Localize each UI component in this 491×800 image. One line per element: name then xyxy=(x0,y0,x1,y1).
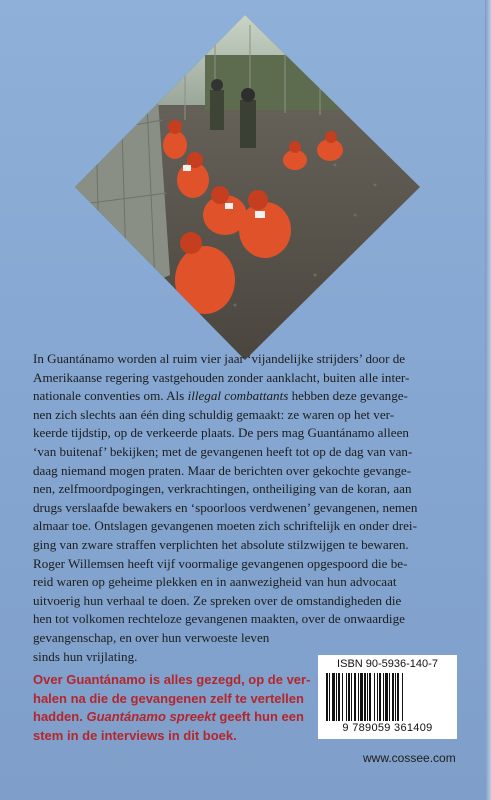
blurb-line: almaar toe. Ontslagen gevangenen moeten zich schriftelijk en onder drei- xyxy=(33,518,417,534)
blurb-line: In Guantánamo worden al ruim vier jaar ‘vijandelijke strijders’ door de xyxy=(33,351,406,366)
blurb-line: drugs verslaafde bewakers en ‘spoorloos verdwenen’ gevangenen, nemen xyxy=(33,499,418,515)
closing-line: Over Guantánamo is alles gezegd, op de ver- xyxy=(33,672,311,687)
ean-digits: 9 789059 361409 xyxy=(342,722,433,734)
blurb-line: ‘van buitenaf’ bekijken; met de gevangenen heeft tot op de dag van van- xyxy=(33,443,413,459)
closing-line: hadden. Guantánamo spreekt geeft hun een xyxy=(33,709,304,724)
blurb-line: nen zich slechts aan één ding schuldig gemaakt: ze waren op het ver- xyxy=(33,406,395,422)
publisher-website: www.cossee.com xyxy=(363,751,456,765)
closing-line: stem in de interviews in dit boek. xyxy=(33,727,237,743)
blurb-line: reid waren op geheime plekken en in aanwezigheid van hun advocaat xyxy=(33,574,397,590)
blurb-line: ging van zware straffen verplichten het absolute stilzwijgen te bewaren. xyxy=(33,536,409,552)
blurb-line: gevangenschap, en over hun verwoeste leven xyxy=(33,629,270,645)
blurb-line: uitvoerig hun verhaal te doen. Ze spreken over de omstandigheden die xyxy=(33,592,402,608)
blurb-line: nen, zelfmoordpogingen, verkrachtingen, ontheiliging van de koran, aan xyxy=(33,481,412,497)
blurb-line: keerde tijdstip, op de verkeerde plaats. De pers mag Guantánamo alleen xyxy=(33,425,409,441)
blurb-line: daag niemand mogen praten. Maar de berichten over gekochte gevange- xyxy=(33,462,412,478)
spine-edge xyxy=(485,0,491,800)
book-title-italic: Guantánamo spreekt xyxy=(86,709,216,724)
blurb-line: Roger Willemsen heeft vijf voormalige gevangenen opgespoord die be- xyxy=(33,555,408,571)
blurb-line: nationale conventies om. Als illegal combattants hebben deze gevange- xyxy=(33,388,408,404)
isbn-barcode xyxy=(318,655,457,739)
barcode-bars-icon xyxy=(326,673,449,721)
blurb-line: Amerikaanse regering vastgehouden zonder aanklacht, buiten alle inter- xyxy=(33,369,410,385)
closing-line: halen na die de gevangenen zelf te vertellen xyxy=(33,690,304,706)
detainee-photo-diamond xyxy=(75,15,420,360)
back-cover-blurb xyxy=(33,350,453,666)
blurb-line: hen tot volkomen rechteloze gevangenen maakten, over de onwaardige xyxy=(33,611,405,627)
isbn-label: ISBN 90-5936-140-7 xyxy=(337,658,438,670)
closing-statement xyxy=(33,671,318,745)
blurb-line: sinds hun vrijlating. xyxy=(33,648,138,664)
blurb-italic-term: illegal combattants xyxy=(187,388,289,404)
cover-photo xyxy=(75,15,420,360)
